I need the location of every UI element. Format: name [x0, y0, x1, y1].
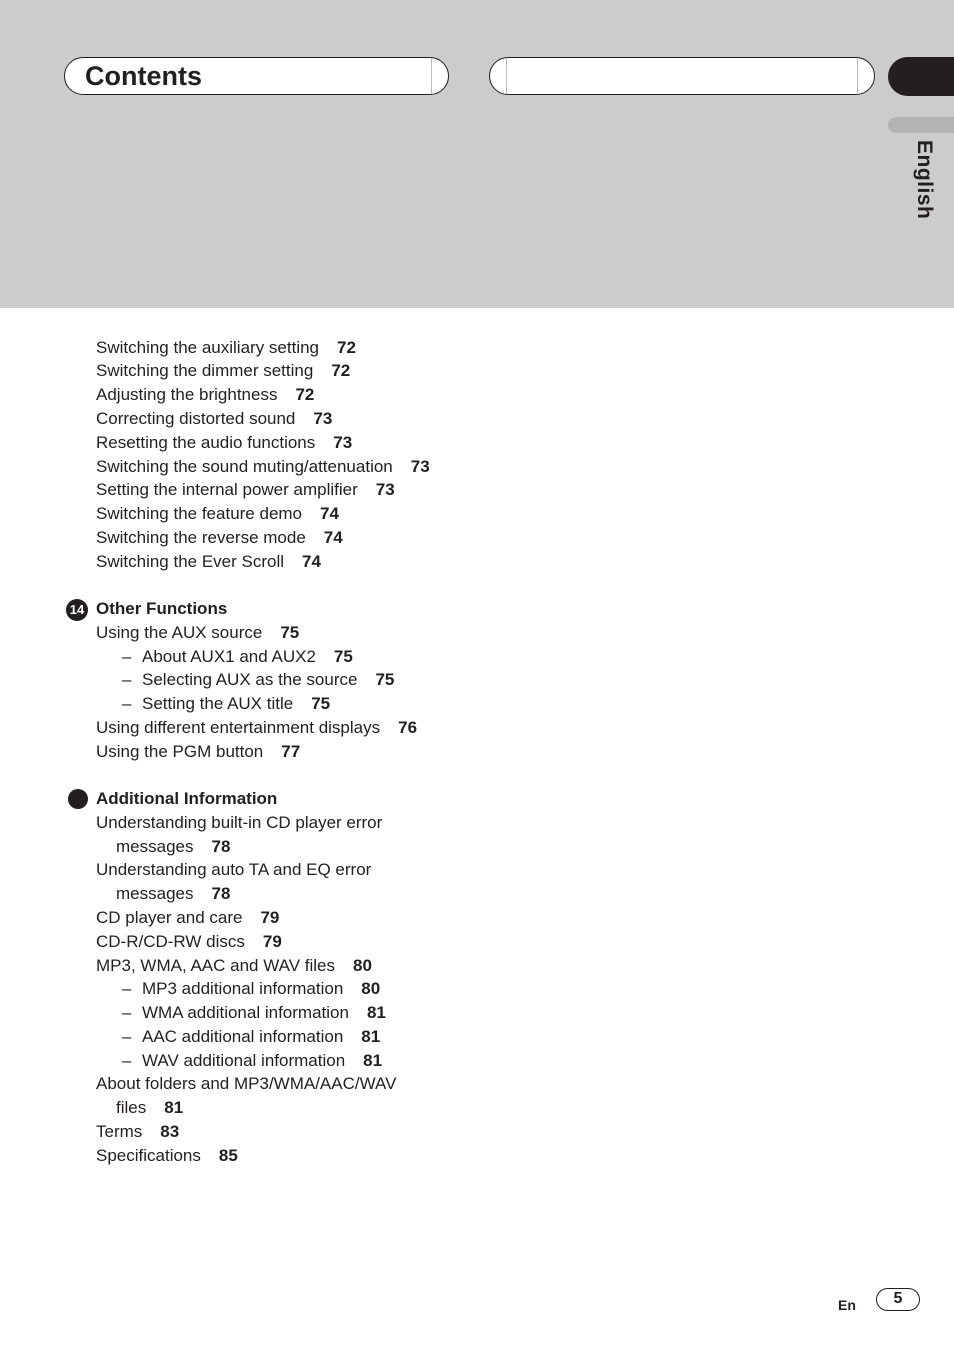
toc-entry[interactable]: Resetting the audio functions 73	[96, 433, 353, 452]
toc-entry[interactable]: Understanding auto TA and EQ error	[96, 860, 372, 879]
toc-entry[interactable]: Adjusting the brightness 72	[96, 385, 315, 404]
toc-entry[interactable]: Setting the internal power amplifier 73	[96, 480, 395, 499]
section-bullet-icon	[68, 789, 88, 809]
section-heading[interactable]: Other Functions	[96, 599, 228, 618]
footer-language-code: En	[838, 1297, 856, 1313]
toc-subentry[interactable]: – MP3 additional information 80	[122, 979, 381, 998]
toc-subentry[interactable]: – WAV additional information 81	[122, 1051, 383, 1070]
toc-entry[interactable]: Switching the sound muting/attenuation 73	[96, 457, 430, 476]
toc-entry[interactable]: MP3, WMA, AAC and WAV files 80	[96, 956, 372, 975]
toc-entry[interactable]: Understanding built-in CD player error	[96, 813, 383, 832]
toc-entry[interactable]: Terms 83	[96, 1122, 180, 1141]
toc-entry[interactable]: Using different entertainment displays 76	[96, 718, 418, 737]
toc-entry[interactable]: Specifications 85	[96, 1146, 238, 1165]
toc-entry[interactable]: Using the AUX source 75	[96, 623, 300, 642]
toc-subentry[interactable]: – Setting the AUX title 75	[122, 694, 331, 713]
toc-entry-continuation[interactable]: messages 78	[116, 884, 231, 903]
page-title: Contents	[85, 61, 202, 91]
section-number-badge: 14	[66, 599, 88, 621]
toc-entry[interactable]: Switching the Ever Scroll 74	[96, 552, 321, 571]
toc-subentry[interactable]: – Selecting AUX as the source 75	[122, 670, 395, 689]
language-label: English	[913, 140, 936, 220]
section-heading[interactable]: Additional Information	[96, 789, 278, 808]
toc-entry[interactable]: CD player and care 79	[96, 908, 280, 927]
page-number: 5	[876, 1288, 920, 1311]
toc-subentry[interactable]: – AAC additional information 81	[122, 1027, 381, 1046]
toc-entry[interactable]: Switching the dimmer setting 72	[96, 361, 351, 380]
toc-entry[interactable]: About folders and MP3/WMA/AAC/WAV	[96, 1074, 397, 1093]
toc-subentry[interactable]: – About AUX1 and AUX2 75	[122, 647, 353, 666]
toc-entry[interactable]: Switching the auxiliary setting 72	[96, 338, 356, 357]
toc-entry[interactable]: Correcting distorted sound 73	[96, 409, 333, 428]
toc-entry[interactable]: Using the PGM button 77	[96, 742, 301, 761]
toc-entry[interactable]: CD-R/CD-RW discs 79	[96, 932, 282, 951]
toc-entry-continuation[interactable]: messages 78	[116, 837, 231, 856]
toc-subentry[interactable]: – WMA additional information 81	[122, 1003, 386, 1022]
toc-entry[interactable]: Switching the feature demo 74	[96, 504, 339, 523]
toc-entry[interactable]: Switching the reverse mode 74	[96, 528, 343, 547]
toc-entry-continuation[interactable]: files 81	[116, 1098, 184, 1117]
